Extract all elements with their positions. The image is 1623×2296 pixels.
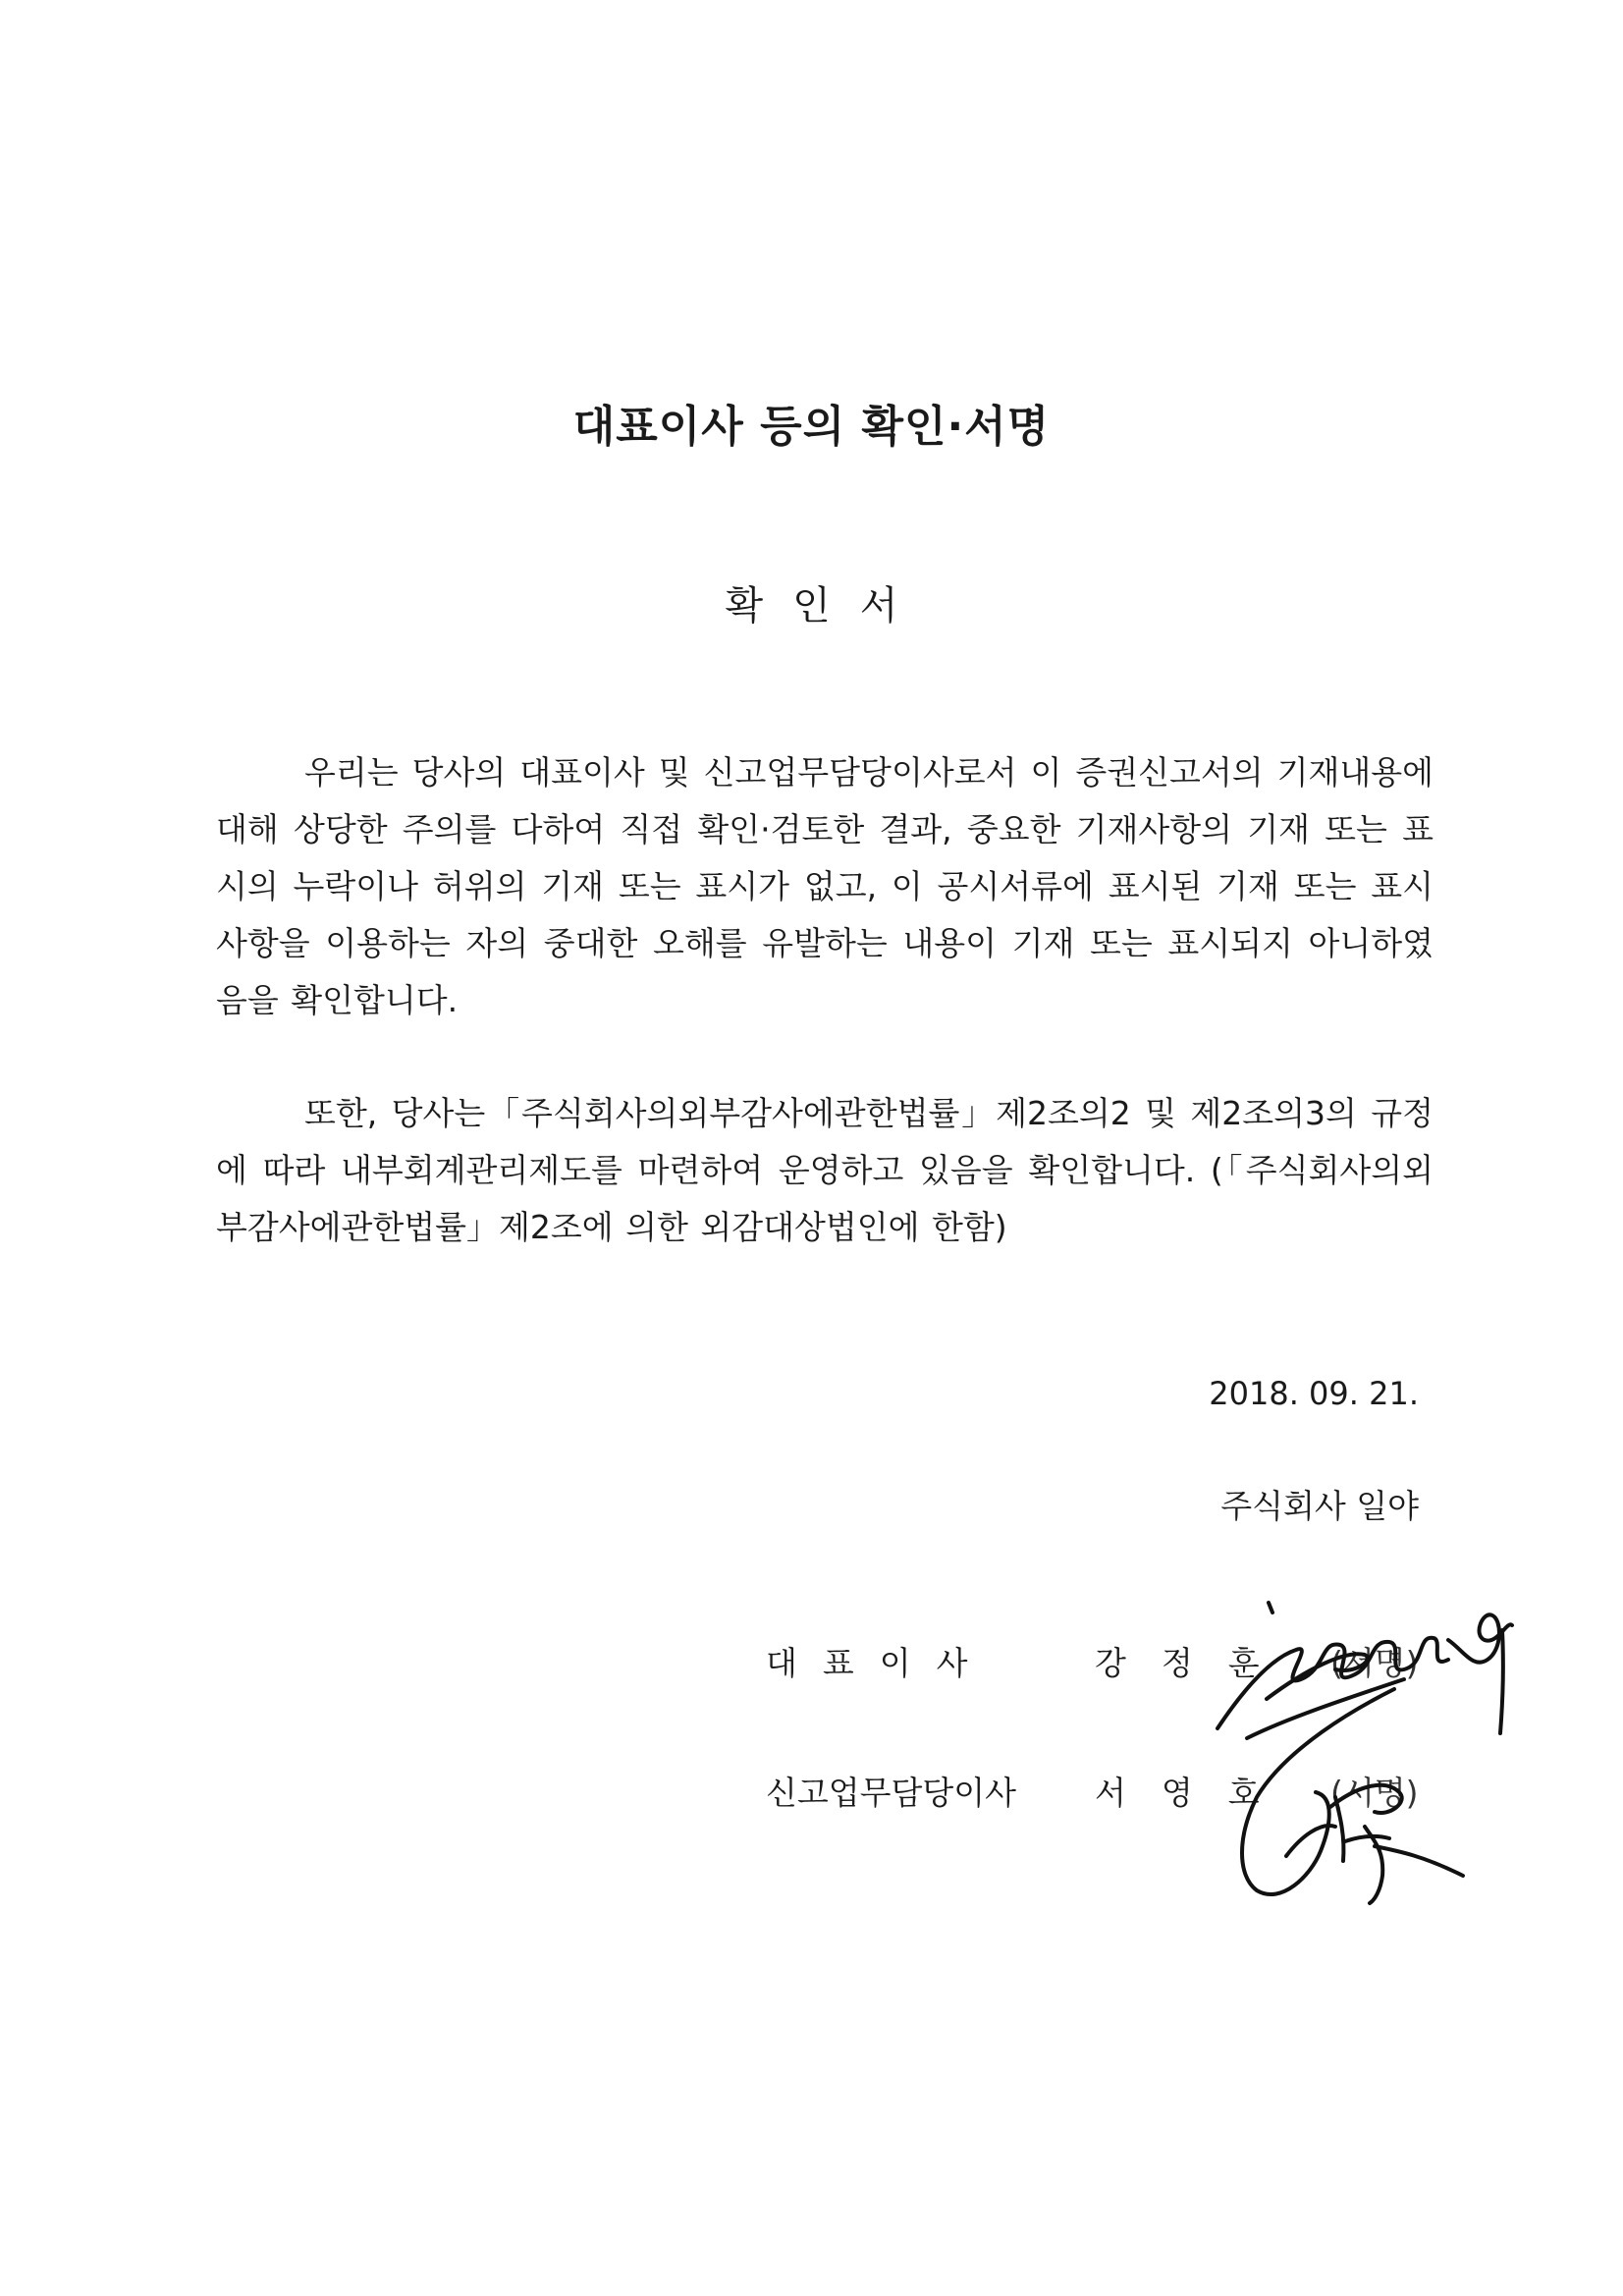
signatory-role: 대표이사: [766, 1644, 994, 1682]
document-title: 대표이사 등의 확인·서명: [572, 402, 1051, 452]
confirmation-paragraph-1: 우리는 당사의 대표이사 및 신고업무담당이사로서 이 증권신고서의 기재내용에 대해 상당한 주의를 다하여 직접 확인·검토한 결과, 중요한 기재사항의 기재 또는 표시의 누락이나 허위의 기재 또는 표시가 없고, 이 공시서류에 표시된 기재 또는 표시사항을 이용하는 자의 중대한 오해를 유발하는 내용이 기재 또는 표시되지 아니하였음을 확인합니다.: [216, 753, 1434, 1019]
signatory-role: 신고업무담당이사: [766, 1774, 1017, 1812]
document-date: 2018. 09. 21.: [1209, 1375, 1419, 1412]
signature-placeholder: (서명): [1330, 1774, 1419, 1812]
document-subtitle: 확인서: [725, 583, 928, 629]
confirmation-paragraph-2: 또한, 당사는「주식회사의외부감사에관한법률」제2조의2 및 제2조의3의 규정에 따라 내부회계관리제도를 마련하여 운영하고 있음을 확인합니다. (「주식회사의외부감사에관한법률」제2조에 의한 외감대상법인에 한함): [216, 1094, 1434, 1246]
signatory-name: 서영호: [1095, 1774, 1295, 1812]
signatory-name: 강정훈: [1095, 1644, 1295, 1682]
company-name: 주식회사 일야: [1220, 1487, 1419, 1525]
signatory-row-ceo: [0, 1638, 1623, 1697]
signatory-row-disclosure-officer: [0, 1768, 1623, 1827]
signature-placeholder: (서명): [1330, 1644, 1419, 1682]
